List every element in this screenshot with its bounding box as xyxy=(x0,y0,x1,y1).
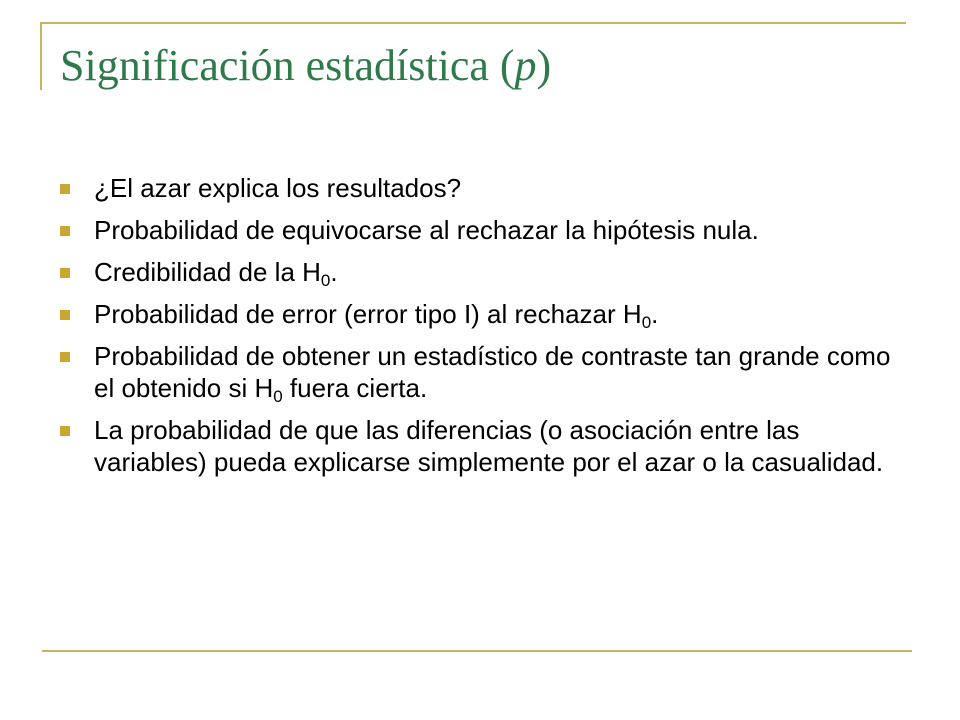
subscript-zero: 0 xyxy=(641,313,652,332)
bullet-item xyxy=(60,172,900,204)
bullet-text-pre: Probabilidad de error (error tipo I) al rechazar H xyxy=(94,299,642,329)
square-bullet-icon xyxy=(60,426,70,436)
top-rule xyxy=(40,22,906,24)
bullet-item xyxy=(60,298,900,330)
bullet-text-post: . xyxy=(651,299,659,329)
square-bullet-icon xyxy=(60,226,70,236)
subscript-zero: 0 xyxy=(320,271,331,290)
bullet-text: La probabilidad de que las diferencias (o asociación entre las variables) pueda explicarse simplemente por el azar o la casualidad. xyxy=(94,415,884,477)
subscript-zero: 0 xyxy=(273,387,283,406)
title-italic: p xyxy=(514,41,537,90)
bullet-text-post: fuera cierta. xyxy=(282,373,428,403)
square-bullet-icon xyxy=(60,310,70,320)
square-bullet-icon xyxy=(60,184,70,194)
title-close: ) xyxy=(536,41,552,90)
left-rule xyxy=(40,22,42,90)
bullet-item xyxy=(60,414,900,478)
bullet-item xyxy=(60,214,900,246)
bullet-text: ¿El azar explica los resultados? xyxy=(94,173,462,203)
bottom-rule xyxy=(42,650,912,652)
bullet-text-pre: Probabilidad de obtener un estadístico de contraste tan grande como el obtenido si H xyxy=(94,341,891,403)
square-bullet-icon xyxy=(60,268,70,278)
bullet-text-pre: Credibilidad de la H xyxy=(94,257,321,287)
bullet-item xyxy=(60,340,900,404)
bullet-list xyxy=(60,172,900,488)
title-main: Significación estadística ( xyxy=(60,41,515,90)
bullet-text: Probabilidad de equivocarse al rechazar la hipótesis nula. xyxy=(94,215,759,245)
slide-title xyxy=(60,38,551,94)
bullet-text-post: . xyxy=(330,257,338,287)
bullet-item xyxy=(60,256,900,288)
square-bullet-icon xyxy=(60,352,70,362)
